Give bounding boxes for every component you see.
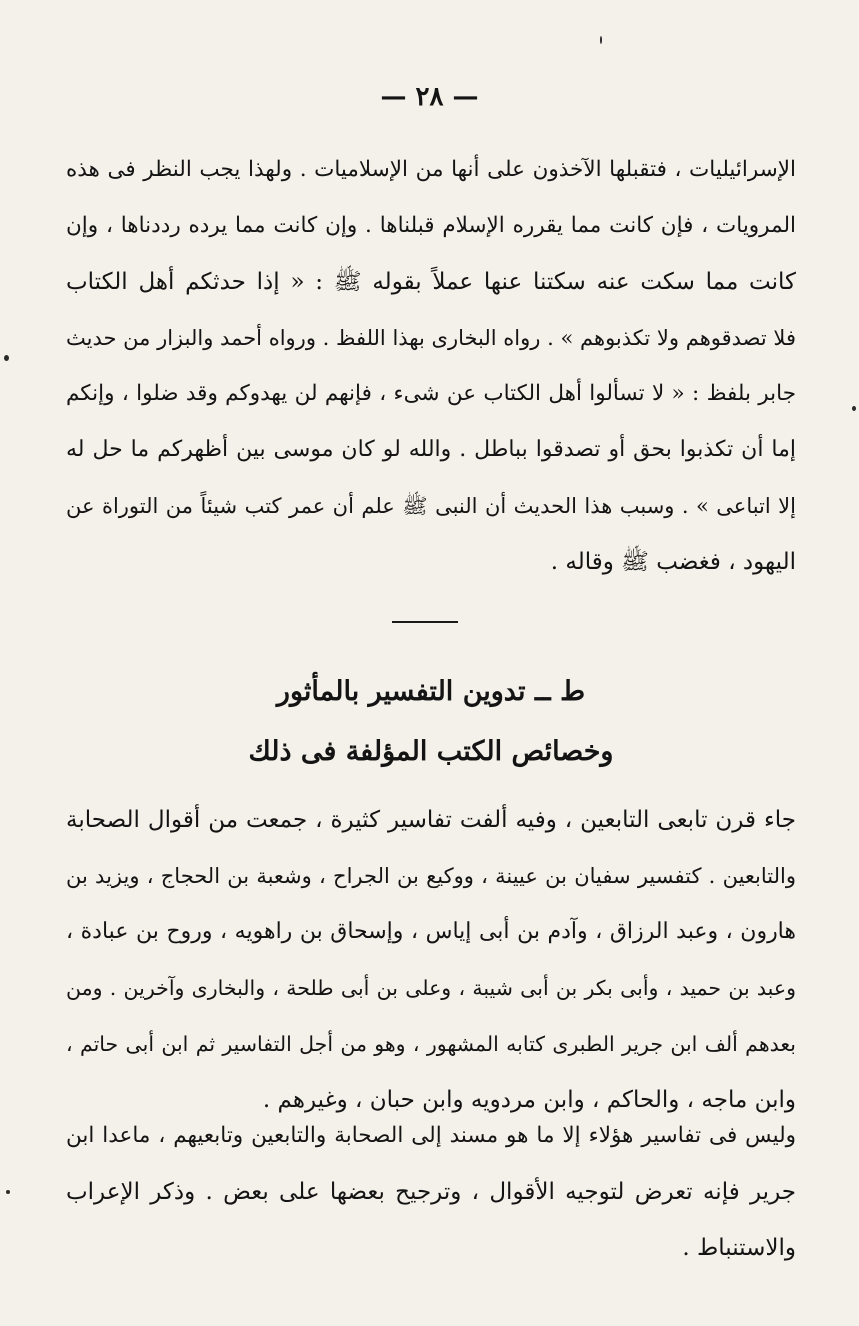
section-subheading: وخصائص الكتب المؤلفة فى ذلك xyxy=(248,736,614,767)
paragraph-ibn-jarir xyxy=(66,1108,796,1276)
text-line: وابن ماجه ، والحاكم ، وابن مردويه وابن حبان ، وغيرهم . xyxy=(262,1087,796,1113)
text-line: والاستنباط . xyxy=(682,1235,796,1261)
text-line: اليهود ، فغضب ﷺ وقاله . xyxy=(550,549,796,575)
page-number: — ٢٨ — xyxy=(380,82,479,112)
text-line: وليس فى تفاسير هؤلاء إلا ما هو مسند إلى الصحابة والتابعين وتابعيهم ، ماعدا ابن xyxy=(66,1123,796,1148)
scan-speck xyxy=(600,36,602,44)
text-line: إلا اتباعى » . وسبب هذا الحديث أن النبى ﷺ علم أن عمر كتب شيئاً من التوراة عن xyxy=(66,494,796,518)
paragraph-israiliyyat xyxy=(66,142,796,590)
paragraph-tafsir-books xyxy=(66,792,796,1128)
scan-speck xyxy=(6,1190,10,1194)
text-line: فلا تصدقوهم ولا تكذبوهم » . رواه البخارى بهذا اللفظ . ورواه أحمد والبزار من حديث xyxy=(66,326,796,350)
text-line: جرير فإنه تعرض لتوجيه الأقوال ، وترجيح بعضها على بعض . وذكر الإعراب xyxy=(66,1179,796,1205)
text-line: والتابعين . كتفسير سفيان بن عيينة ، ووكيع بن الجراح ، وشعبة بن الحجاج ، ويزيد بن xyxy=(66,864,796,888)
scan-speck xyxy=(4,355,9,361)
text-line: وعبد بن حميد ، وأبى بكر بن أبى شيبة ، وعلى بن أبى طلحة ، والبخارى وآخرين . ومن xyxy=(66,976,796,1000)
text-line: بعدهم ألف ابن جرير الطبرى كتابه المشهور ، وهو من أجل التفاسير ثم ابن أبى حاتم ، xyxy=(66,1032,796,1056)
text-line: كانت مما سكت عنه سكتنا عنها عملاً بقوله ﷺ : « إذا حدثكم أهل الكتاب xyxy=(66,269,796,295)
text-line: هارون ، وعبد الرزاق ، وآدم بن أبى إياس ، وإسحاق بن راهويه ، وروح بن عبادة ، xyxy=(66,919,796,944)
scan-speck xyxy=(852,406,856,411)
text-line: إما أن تكذبوا بحق أو تصدقوا بباطل . والله لو كان موسى بين أظهركم ما حل له xyxy=(66,437,796,462)
text-line: جاء قرن تابعى التابعين ، وفيه ألفت تفاسير كثيرة ، جمعت من أقوال الصحابة xyxy=(66,807,796,833)
section-divider xyxy=(392,621,458,623)
section-heading: ط ــ تدوين التفسير بالمأثور xyxy=(276,676,586,707)
text-line: المرويات ، فإن كانت مما يقرره الإسلام قبلناها . وإن كانت مما يرده رددناها ، وإن xyxy=(66,213,796,238)
text-line: الإسرائيليات ، فتقبلها الآخذون على أنها من الإسلاميات . ولهذا يجب النظر فى هذه xyxy=(66,157,796,182)
text-line: جابر بلفظ : « لا تسألوا أهل الكتاب عن شىء ، فإنهم لن يهدوكم وقد ضلوا ، وإنكم xyxy=(66,381,796,406)
